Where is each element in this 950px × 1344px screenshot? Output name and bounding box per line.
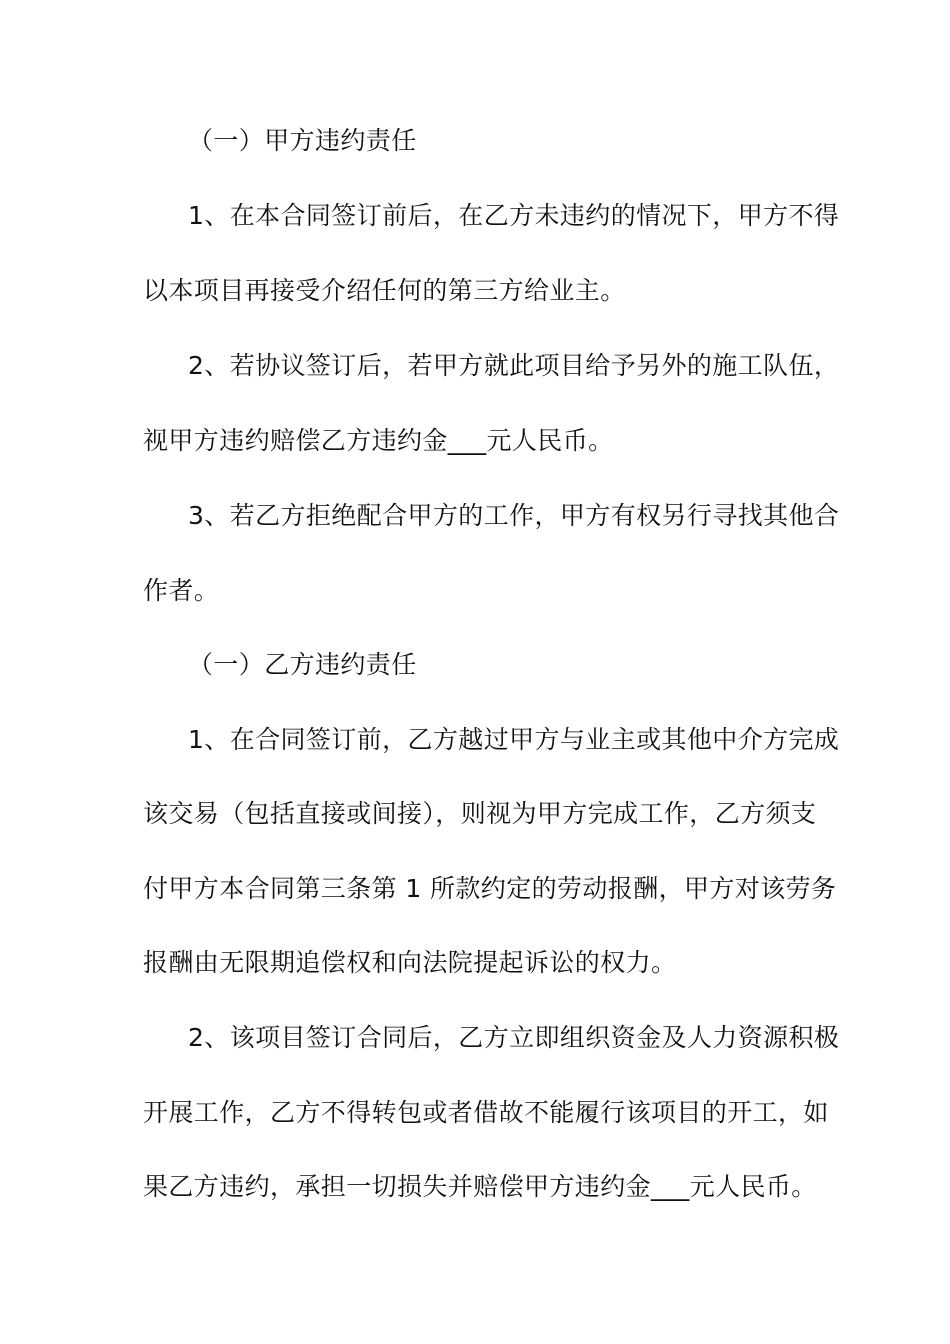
section-a-item-1-line-2: 以本项目再接受介绍任何的第三方给业主。 bbox=[143, 276, 626, 305]
section-a-item-2-line-1: 2、若协议签订后，若甲方就此项目给予另外的施工队伍， bbox=[188, 351, 840, 380]
section-a-item-3-line-1: 3、若乙方拒绝配合甲方的工作，甲方有权另行寻找其他合 bbox=[188, 501, 840, 530]
section-b-item-1-line-2: 该交易（包括直接或间接），则视为甲方完成工作，乙方须支 bbox=[143, 799, 817, 828]
section-b-heading: （一）乙方违约责任 bbox=[188, 650, 417, 679]
section-b-item-1-line-4: 报酬由无限期追偿权和向法院提起诉讼的权力。 bbox=[143, 948, 677, 977]
section-a-item-1-line-1: 1、在本合同签订前后，在乙方未违约的情况下，甲方不得 bbox=[188, 201, 840, 230]
section-a-item-2-line-2: 视甲方违约赔偿乙方违约金___元人民币。 bbox=[143, 426, 614, 455]
section-b-item-2-line-3: 果乙方违约，承担一切损失并赔偿甲方违约金___元人民币。 bbox=[143, 1172, 817, 1201]
section-b-item-2-line-2: 开展工作，乙方不得转包或者借故不能履行该项目的开工，如 bbox=[143, 1098, 829, 1127]
section-a-item-3-line-2: 作者。 bbox=[143, 576, 220, 605]
section-b-item-2-line-1: 2、该项目签订合同后，乙方立即组织资金及人力资源积极 bbox=[188, 1023, 840, 1052]
section-a-heading: （一）甲方违约责任 bbox=[188, 126, 417, 155]
section-b-item-1-line-1: 1、在合同签订前，乙方越过甲方与业主或其他中介方完成 bbox=[188, 725, 840, 754]
section-b-item-1-line-3: 付甲方本合同第三条第 1 所款约定的劳动报酬，甲方对该劳务 bbox=[143, 874, 837, 903]
